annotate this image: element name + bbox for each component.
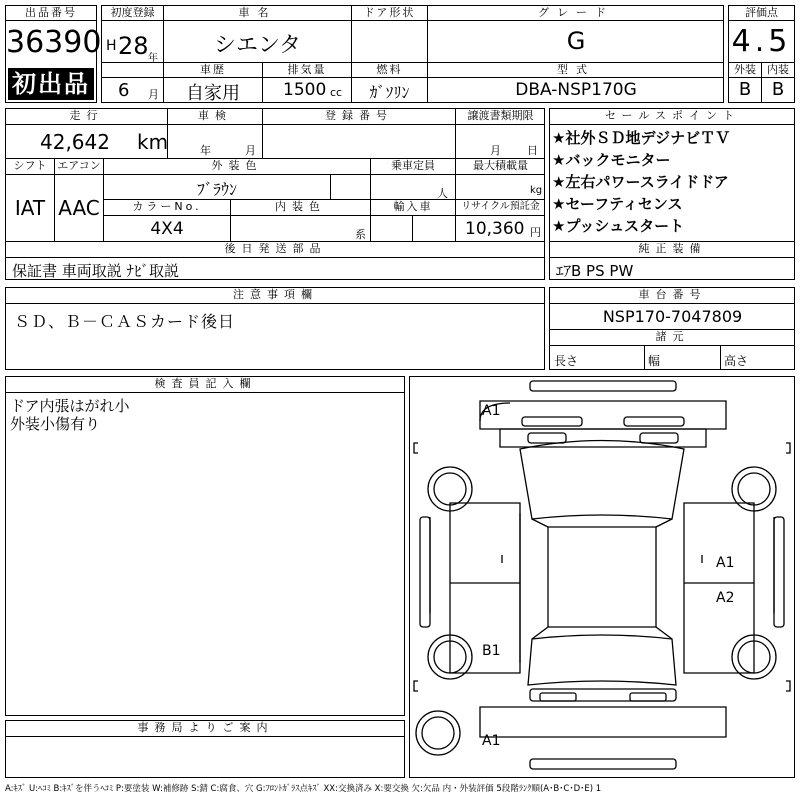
inspector-line: ドア内張はがれ小 [10,397,130,415]
reg-no-label: 登録番号 [325,109,393,122]
displacement-unit: cc [330,86,343,99]
selling-points-list [552,127,730,237]
mileage-label: 走行 [69,109,104,122]
notes-value: ＳＤ、Ｂ－ＣＡＳカード後日 [14,312,236,331]
interior-score-label: 内装 [767,63,789,76]
first-reg-month-unit: 月 [148,88,159,101]
car-name-label: 車名 [238,6,277,19]
capacity-label: 乗車定員 [391,159,435,172]
score-box [728,5,795,103]
max-load-label: 最大積載量 [473,159,528,172]
grade-label: グレード [538,6,614,19]
chassis-label: 車台番号 [638,288,707,301]
max-load-unit: kg [530,185,543,196]
import-label: 輸入車 [393,200,433,213]
aircon-label: エアコン [57,159,101,172]
car-diagram [410,377,794,777]
first-listing-badge: 初出品 [8,68,94,100]
selling-points-label: セールスポイント [604,109,740,122]
transfer-day-unit: 日 [527,144,538,157]
legend: A:ｷｽﾞ U:ﾍｺﾐ B:ｷｽﾞを伴うﾍｺﾐ P:要塗装 W:補修跡 S:錆 C:腐食、穴 G:ﾌﾛﾝﾄｶﾞﾗｽ点ｷｽﾞ XX:交換済み X:要交換 欠:欠品 内・外装評価 5段階ﾗﾝｸ順(A･B･C･D･E) 1 [5,784,602,794]
selling-point-item: ★プッシュスタート [552,217,685,235]
equipment-label: 純正装備 [638,242,707,255]
history-value: 自家用 [186,83,240,104]
shift-label: シフト [13,159,47,172]
first-reg-year-unit: 年 [148,53,158,64]
displacement-label: 排気量 [287,63,327,76]
lot-number: 36390 [6,25,102,60]
first-reg-label: 初度登録 [110,6,155,19]
door-label: ドア形状 [363,6,416,19]
score-label: 評価点 [729,6,794,21]
equipment-value: ｴｱB PS PW [556,262,634,280]
lot-number-label: 出品番号 [6,6,96,21]
damage-mark: A1 [482,403,501,419]
inspection-year-unit: 年 [200,144,211,157]
lot-number-box [5,5,102,103]
model-value: DBA-NSP170G [515,80,637,100]
aircon-value: AAC [58,196,100,220]
dimension-length-label: 長さ [554,354,579,368]
exterior-score: B [738,79,752,100]
interior-color-unit: 系 [355,228,366,241]
damage-mark: A2 [716,590,735,606]
history-label: 車歴 [200,63,226,76]
capacity-unit: 人 [437,187,448,200]
recycle-label: リサイクル預託金 [461,201,540,212]
damage-mark: A1 [482,733,501,749]
selling-point-item: ★左右パワースライドドア [552,173,729,191]
exterior-color-label: 外装色 [211,159,263,172]
damage-mark: A1 [716,555,735,571]
later-parts-label: 後日発送部品 [224,242,327,255]
office-label: 事務局よりご案内 [137,721,274,734]
notes-label: 注意事項欄 [233,288,318,301]
inspection-label: 車検 [198,109,232,122]
dimensions-label: 諸元 [655,330,690,343]
chassis-value: NSP170-7047809 [602,307,743,326]
transfer-label: 譲渡書類期限 [467,109,534,122]
selling-point-item: ★社外ＳＤ地デジナビＴＶ [552,129,731,147]
fuel-label: 燃料 [376,63,403,76]
transfer-month-unit: 月 [490,144,501,157]
dimension-width-label: 幅 [648,354,661,368]
first-reg-era: H [106,38,117,54]
exterior-color-value: ﾌﾞﾗｳﾝ [196,180,237,199]
selling-point-item: ★セーフティセンス [552,195,683,213]
recycle-unit: 円 [530,226,541,239]
damage-mark: B1 [482,643,501,659]
recycle-value: 10,360 [465,219,525,239]
exterior-score-label: 外装 [734,63,756,76]
inspector-label: 検査員記入欄 [154,377,257,390]
score-value: 4.5 [731,24,792,59]
first-reg-month: 6 [118,80,130,101]
inspection-month-unit: 月 [245,144,256,157]
shift-value: IAT [14,196,46,220]
mileage-value: 42,642 [40,130,110,154]
selling-point-item: ★バックモニター [552,151,671,169]
car-diagram-box [409,376,795,778]
fuel-value: ｶﾞｿﾘﾝ [369,83,410,102]
mileage-unit: km [137,130,169,154]
car-name-value: シエンタ [213,33,302,58]
grade-value: G [566,27,586,55]
color-no-value: 4X4 [150,219,184,239]
first-reg-year: 28 [118,32,149,60]
model-label: 型式 [557,63,595,76]
inspector-line: 外装小傷有り [10,415,101,433]
dimension-height-label: 高さ [724,354,749,368]
later-parts-value: 保証書 車両取説 ﾅﾋﾞ取説 [12,262,180,280]
interior-score: B [771,79,785,100]
displacement-value: 1500 [283,80,327,100]
interior-color-label: 内装色 [275,200,326,213]
color-no-label: カラーNo. [132,200,202,213]
